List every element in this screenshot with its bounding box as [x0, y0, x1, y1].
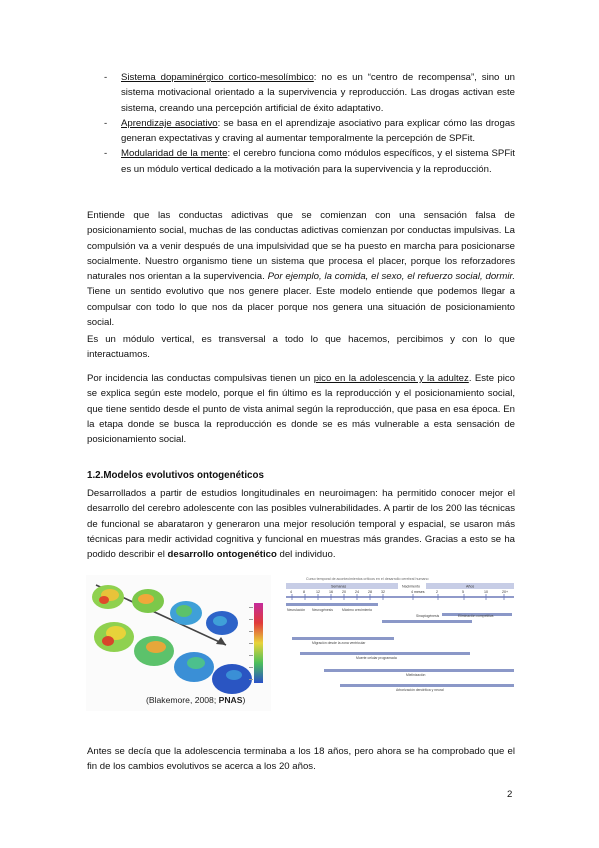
brain-region: [146, 641, 166, 653]
paragraph: Es un módulo vertical, es transversal a todo lo que hacemos, percibimos y con lo que interactuamos.: [87, 334, 515, 361]
section-heading: 1.2.Modelos evolutivos ontogenéticos: [87, 470, 264, 481]
paragraph-underlined: pico en la adolescencia y la adultez: [313, 373, 469, 384]
scale-ticks: [249, 607, 253, 680]
bullet-dash: -: [104, 148, 108, 160]
timeline-diagram: [286, 573, 516, 713]
axis-tick-label: 32: [381, 590, 385, 594]
axis-tick-label: 16: [329, 590, 333, 594]
timeline-title: Curso temporal de acontecimientos críticos en el desarrollo cerebral humano: [306, 577, 429, 581]
paragraph-text: Entiende que las conductas adictivas que se comienzan con una sensación falsa de posicionamiento social, muchas de las conductas adictivas comienzan por conductas impulsivas. La compulsión va a venir después de una impulsividad que se ha puesto en marcha para posicionarse socialmente. Nuestro organismo tiene un sistema que procesa el placer, porque los reforzadores naturales nos orientan a la supervivencia.: [87, 210, 515, 283]
axis-group-label: Semanas: [331, 584, 347, 589]
axis-tick-label: 20+: [502, 590, 509, 594]
timeline-bar-label: Máximo crecimiento: [342, 608, 373, 612]
axis-tick-label: 2: [436, 590, 438, 594]
timeline-bar: [300, 652, 470, 655]
timeline-bar-label: Eliminación competitiva: [458, 614, 494, 618]
bullet-term: Aprendizaje asociativo: [121, 117, 218, 129]
paragraph-text: Tiene un sentido evolutivo que nos genere placer. Este modelo entiende que podemos llegar a compulsar con todo lo que nos da placer porque nos genera una situación de posicionamiento social.: [87, 286, 515, 329]
bullet-dash: -: [104, 117, 108, 129]
bullet-dash: -: [104, 72, 108, 83]
list-item: [104, 116, 515, 147]
bullet-term: Sistema dopaminérgico cortico-mesolímbico: [121, 72, 314, 83]
page-number: 2: [507, 789, 513, 800]
paragraph-text: Desarrollados a partir de estudios longitudinales en neuroimagen: ha permitido conocer mejor el desarrollo del cerebro adolescente con las posibles vulnerabilidades. A partir de los 200 las técnicas de funcional se abarataron y generaron una mejor resolución temporal y espacial, se usaron más técnicas para medir actividad cognitiva y funcional en muestras más grandes. Gracias a esto se ha podido describir el: [87, 488, 515, 561]
axis-tick-label: 20: [342, 590, 346, 594]
brain-region: [99, 596, 109, 604]
brain-maps-illustration: [86, 575, 271, 711]
axis-group-label: Nacimiento: [402, 584, 420, 589]
timeline-bars: [286, 603, 514, 692]
paragraph-text: . Este pico se explica según este modelo, porque el fin último es la reproducción y el posicionamiento social, que tiene sentido desde el punto de vista animal según la reproducción, que pasa en esa época. En la etapa donde se busca la reproducción es donde se es más vulnerable a esta sensación de posicionamiento social.: [87, 373, 515, 446]
citation-journal: PNAS: [218, 695, 243, 705]
paragraph: [87, 371, 515, 447]
axis-tick-label: 28: [368, 590, 372, 594]
citation-text: (Blakemore, 2008;: [146, 695, 219, 705]
axis-tick-label: 8: [303, 590, 305, 594]
citation-text: ): [242, 695, 246, 705]
paragraph: Antes se decía que la adolescencia terminaba a los 18 años, pero ahora se ha comprobado que el fin de los cambios evolutivos se acerca a los 20 años.: [87, 746, 515, 773]
development-timeline: [286, 573, 516, 713]
brain-region: [176, 605, 192, 617]
paragraph: [87, 208, 515, 330]
timeline-bar: [340, 603, 378, 606]
timeline-bar: [292, 637, 394, 640]
axis-tick-label: 12: [316, 590, 320, 594]
axis-tick-label: 24: [355, 590, 359, 594]
list-item: [104, 70, 515, 116]
paragraph-bold: desarrollo ontogenético: [167, 549, 277, 561]
axis-tick-label: 5: [462, 590, 464, 594]
axis-tick-label: 4: [290, 590, 292, 594]
axis-ticks: [290, 590, 508, 600]
timeline-bar-label: Mielinización: [406, 673, 426, 677]
paragraph-italic: Por ejemplo, la comida, el sexo, el refuerzo social, dormir.: [267, 271, 515, 283]
axis-tick-label: 10: [484, 590, 488, 594]
bullet-text: : se basa en el aprendizaje asociativo para explicar cómo las drogas generan expectativas y craving al aumentar temporalmente la percepción de SPFit.: [121, 117, 515, 145]
timeline-bar-label: Migración desde la zona ventricular: [312, 641, 366, 645]
paragraph: [87, 486, 515, 562]
brain-region: [187, 657, 205, 669]
brain-development-image: [86, 575, 271, 711]
timeline-bar-label: Sinaptogénesis: [416, 614, 440, 618]
bullet-term: Modularidad de la mente: [121, 148, 228, 160]
brain-region: [138, 594, 154, 604]
figure: [86, 573, 516, 713]
brain-region: [213, 616, 227, 626]
bullet-text: : el cerebro funciona como módulos específicos, y el sistema SPFit es un módulo vertical dedicado a la motivación para la supervivencia y la reproducción.: [121, 148, 515, 175]
list-item: [104, 146, 515, 177]
bullet-list: [104, 70, 515, 177]
timeline-bar-label: Neurogénesis: [312, 608, 333, 612]
timeline-bar-label: Neurulación: [287, 608, 306, 612]
brain-region: [102, 636, 114, 646]
brain-region: [226, 670, 242, 680]
timeline-bar: [324, 669, 514, 672]
paragraph-text: del individuo.: [276, 549, 336, 561]
timeline-bar: [340, 684, 514, 687]
timeline-bar: [382, 620, 472, 623]
figure-citation: [146, 695, 245, 705]
color-scale-bar: [254, 603, 263, 683]
axis-tick-label: 4 meses: [411, 590, 425, 594]
bullet-text: : no es un “centro de recompensa”, sino un sistema motivacional orientado a la supervivencia y reproducción. Las drogas activan este sistema, creando una percepción artificial de éxito adaptativo.: [121, 72, 516, 114]
timeline-bar-label: Arborización dendrítica y neural: [396, 688, 444, 692]
timeline-bar: [286, 603, 304, 606]
paragraph-text: Por incidencia las conductas compulsivas tienen un: [87, 373, 314, 384]
timeline-bar-label: Muerte celular programada: [356, 656, 397, 660]
axis-group-label: Años: [466, 584, 475, 589]
